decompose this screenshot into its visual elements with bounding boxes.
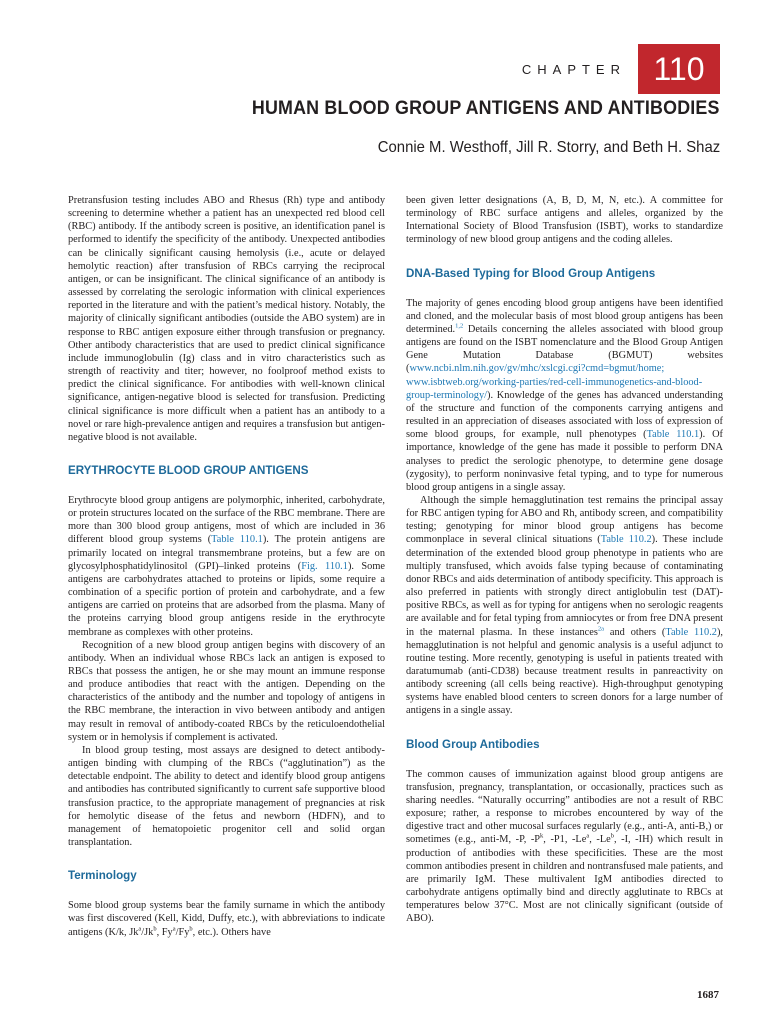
body-paragraph bbox=[406, 768, 723, 926]
superscript: b bbox=[189, 925, 193, 933]
text-run: Some blood group systems bear the family surname in which the antibody was first discovered (Kell, Kidd, Duffy, etc.), with abbreviations to indicate antigens (K/k, Jk bbox=[68, 900, 385, 938]
superscript: b bbox=[153, 925, 157, 933]
superscript: a bbox=[172, 925, 176, 933]
text-run: ), hemagglutination is not helpful and genomic analysis is a useful adjunct to routine testing. More recently, genotyping is useful in patients treated with daratumumab (anti-CD38) because treatment results in panreactivity on antibody screening (all cells being reactive). High-throughput genotyping systems have enabled blood centers to screen donors for a large number of antigens in a single assay. bbox=[406, 626, 723, 717]
text-run: Although the simple hemagglutination test remains the principal assay for RBC antigen typing for ABO and Rh, antibody screen, and compatibility testing; genotyping for minor blood group antigens has become commonplace in several clinical situations ( bbox=[406, 494, 723, 546]
text-run: ). Knowledge of the genes has advanced understanding of the structure and function of the components carrying antigens and resulted in an appreciation of diseases associated with loss of expression of some blood groups, for example, null phenotypes ( bbox=[406, 389, 723, 441]
body-paragraph bbox=[68, 494, 385, 639]
text-run: Details concerning the alleles associated with blood group antigens are found on the ISBT nomenclature and the Blood Group Antigen Gene Mutation Database (BGMUT) websites ( bbox=[406, 323, 723, 375]
citation-link[interactable]: 1,2 bbox=[455, 322, 464, 330]
table-reference-link[interactable]: Table 110.1 bbox=[211, 534, 263, 546]
figure-reference-link[interactable]: Fig. 110.1 bbox=[301, 560, 348, 572]
right-column bbox=[406, 194, 723, 926]
superscript: a bbox=[586, 832, 590, 840]
page-number: 1687 bbox=[697, 989, 719, 1001]
table-reference-link[interactable]: Table 110.2 bbox=[600, 534, 652, 546]
text-run: ). Of importance, knowledge of the gene has made it possible to perform DNA analyses to predict the serologic phenotype, to determine gene dosage (zygosity), to perform noninvasive fetal typing, and to type for numerous blood group antigens in a single assay. bbox=[406, 429, 723, 493]
section-heading-terminology: Terminology bbox=[68, 869, 137, 883]
citation-link[interactable]: 2a bbox=[597, 625, 605, 633]
text-run: /Jk bbox=[141, 926, 154, 938]
body-paragraph bbox=[406, 297, 723, 494]
text-run: ). These include determination of the extended blood group phenotype in patients who are multiply transfused, which avoids false typing because of contaminating donor RBCs and aids determination of antibody specificity. This approach is also preferred in patients with strongly direct antiglobulin test (DAT)-positive RBCs, as well as for typing for antigens when no serologic reagents are available and for fetal typing from amniocytes or from free DNA present in the maternal plasma. In these instances bbox=[406, 534, 723, 638]
body-paragraph: been given letter designations (A, B, D, M, N, etc.). A committee for terminology of RBC surface antigens and alleles, organized by the International Society of Blood Transfusion (ISBT), works to standardize terminology of new blood group antigens and the coding alleles. bbox=[406, 195, 723, 246]
text-run: , -P1, -Le bbox=[543, 834, 587, 846]
section-heading-antibodies: Blood Group Antibodies bbox=[406, 737, 540, 751]
text-run: ). Some antigens are carbohydrates attached to proteins or lipids, some require a combination of a specific portion of protein and carbohydrate, and a few antigens are carried on proteins that are adsorbed from the plasma. Many of the proteins carrying blood group antigens reside in the erythrocyte membrane as complexes with other proteins. bbox=[68, 560, 385, 638]
website-link[interactable]: www.ncbi.nlm.nih.gov/gv/mhc/xslcgi.cgi?cmd=bgmut/home; www.isbtweb.org/working-parties/red-cell-immunogenetics-and-blood-group-terminology/ bbox=[406, 363, 703, 401]
body-paragraph: In blood group testing, most assays are designed to detect antibody-antigen binding with clumping of the RBCs (“agglutination”) as the detectable endpoint. The ability to detect and identify blood group antigens and antibodies has contributed significantly to current safe supportive blood transfusion practice, to the appropriate management of pregnancies at risk for hemolytic disease of the fetus and newborn (HDFN), and to management of hematopoietic progenitor cell and solid organ transplantation. bbox=[68, 744, 385, 849]
text-run: The majority of genes encoding blood group antigens have been identified and cloned, and the molecular basis of most blood group antigens has been determined. bbox=[406, 297, 723, 335]
body-paragraph bbox=[68, 899, 385, 938]
chapter-number-badge: 110 bbox=[638, 44, 720, 94]
intro-paragraph: Pretransfusion testing includes ABO and Rhesus (Rh) type and antibody screening to determine whether a patient has an unexpected red blood cell (RBC) antibody. If the antibody screen is positive, an identification panel is performed to identify the specificity of the antibody. Unexpected antibodies can be clinically significant causing hemolysis (i.e., acute or delayed hemolytic reaction) after transfusion of RBCs carrying the reciprocal antigen, or can be insignificant. The clinical significance of an antibody is assessed by correlating the serologic information with clinical experiences reported in the literature and with the patient’s medical history. Notably, the majority of clinically significant antibodies (outside the ABO system) are in response to RBC antigen exposure either through transfusion or pregnancy. Other antibody characteristics that are used to predict clinical significance include immunoglobulin (Ig) class and in vitro characteristics such as strength of reactivity and titer; however, no foolproof method exists to predict the clinical significance. For antibodies with well-known clinical significance, antigen-negative blood is selected for transfusion. Predicting clinical significance is more difficult when a patient has an antibody to a novel or rare high-prevalence antigen and requires a transfusion but antigen-negative blood is not available. bbox=[68, 195, 385, 443]
text-run: , Fy bbox=[156, 926, 173, 938]
chapter-label: CHAPTER bbox=[521, 62, 626, 77]
text-run: The common causes of immunization against blood group antigens are transfusion, pregnancy, transplantation, or occasionally, practices such as sharing needles. “Naturally occurring” antibodies are not a result of RBC exposure; rather, a response to microbes encountered by way of the digestive tract and other mucosal surfaces regularly (e.g., anti-A, anti-B,) or sometimes (e.g., anti-M, -P, -P bbox=[406, 768, 723, 846]
text-run: , etc.). Others have bbox=[192, 926, 271, 938]
section-heading-erythrocyte: ERYTHROCYTE BLOOD GROUP ANTIGENS bbox=[68, 463, 309, 477]
body-paragraph: Recognition of a new blood group antigen begins with discovery of an antibody. When an individual whose RBCs lack an antigen is exposed to RBCs that possess the antigen, he or she may mount an immune response and produce antibodies that react with the antigen. Depending on the characteristics of the antibody and the number and topology of antigens in the RBC membrane, the interaction in vivo between antibody and antigen may result in removal of antibody-coated RBCs by the reticuloendothelial system or in hemolysis if complement is activated. bbox=[68, 639, 385, 743]
text-run: /Fy bbox=[175, 926, 190, 938]
text-run: and others ( bbox=[604, 626, 666, 638]
superscript: k bbox=[540, 832, 544, 840]
chapter-title: HUMAN BLOOD GROUP ANTIGENS AND ANTIBODIES bbox=[252, 98, 720, 119]
text-run: , -Le bbox=[589, 834, 611, 846]
text-run: , -I, -IH) which result in production of antibodies with these specificities. These are the most common antibodies present in children and nontransfused male patients, and are primarily IgM. These multivalent IgM antibodies directed to carbohydrate antigens optimally bind and directly agglutinate to RBCs at temperatures below 37°C. Most are not clinically significant (outside of ABO). bbox=[406, 834, 723, 925]
text-run: Erythrocyte blood group antigens are polymorphic, inherited, carbohydrate, or protein structures located on the surface of the RBC membrane. There are more than 300 blood group antigens, most of which are included in 36 different blood group systems ( bbox=[68, 494, 385, 546]
body-paragraph bbox=[406, 494, 723, 718]
text-run: ). The protein antigens are primarily located on integral transmembrane proteins, but a few are on glycosylphosphatidylinositol (GPI)–linked proteins ( bbox=[68, 534, 385, 572]
left-column bbox=[68, 194, 385, 939]
section-heading-dna-typing: DNA-Based Typing for Blood Group Antigens bbox=[406, 266, 656, 280]
superscript: b bbox=[610, 832, 614, 840]
chapter-authors: Connie M. Westhoff, Jill R. Storry, and Beth H. Shaz bbox=[377, 139, 720, 156]
superscript: a bbox=[138, 925, 142, 933]
table-reference-link[interactable]: Table 110.1 bbox=[646, 429, 700, 441]
table-reference-link[interactable]: Table 110.2 bbox=[665, 626, 717, 638]
